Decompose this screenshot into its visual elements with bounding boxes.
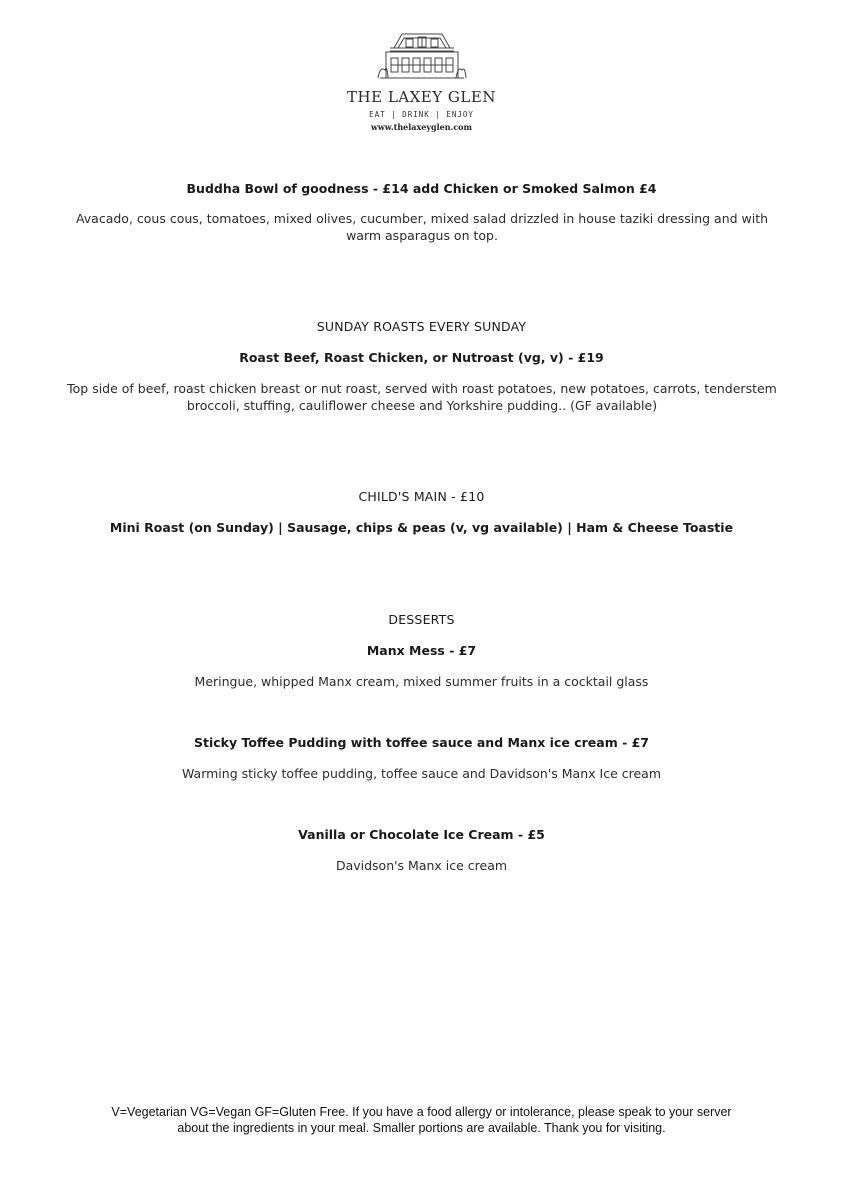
roast-title: Roast Beef, Roast Chicken, or Nutroast (vg, v) - £19 [239, 350, 604, 365]
dessert-description: Davidson's Manx ice cream [335, 858, 508, 873]
child-main-items: Mini Roast (on Sunday) | Sausage, chips & peas (v, vg available) | Ham & Cheese Toastie [109, 520, 734, 535]
building-icon [376, 30, 468, 82]
dessert-title: Vanilla or Chocolate Ice Cream - £5 [298, 827, 545, 842]
dessert-description: Meringue, whipped Manx cream, mixed summer fruits in a cocktail glass [194, 674, 649, 689]
header-logo [0, 30, 843, 132]
child-main-heading: CHILD'S MAIN - £10 [358, 489, 485, 504]
sunday-roasts-heading: SUNDAY ROASTS EVERY SUNDAY [316, 319, 527, 334]
dessert-description: Warming sticky toffee pudding, toffee sauce and Davidson's Manx Ice cream [181, 766, 662, 781]
buddha-bowl-description: Avacado, cous cous, tomatoes, mixed olives, cucumber, mixed salad drizzled in house taziki dressing and with warm asparagus on top. [75, 211, 769, 243]
dessert-title: Manx Mess - £7 [366, 643, 477, 658]
footer-line: V=Vegetarian VG=Vegan GF=Gluten Free. If you have a food allergy or intolerance, please speak to your server [111, 1105, 732, 1119]
brand-url[interactable]: www.thelaxeyglen.com [371, 122, 472, 132]
roast-description: Top side of beef, roast chicken breast or nut roast, served with roast potatoes, new potatoes, carrots, tenderstem broccoli, stuffing, cauliflower cheese and Yorkshire pudding.. (GF available) [67, 381, 777, 413]
footer-line: about the ingredients in your meal. Smaller portions are available. Thank you for visiting. [177, 1121, 666, 1135]
dessert-title: Sticky Toffee Pudding with toffee sauce and Manx ice cream - £7 [193, 735, 650, 750]
desserts-heading: DESSERTS [388, 612, 455, 627]
allergy-footer [0, 1104, 843, 1136]
brand-tagline: EAT | DRINK | ENJOY [369, 110, 474, 119]
brand-name: THE LAXEY GLEN [347, 88, 496, 106]
buddha-bowl-title: Buddha Bowl of goodness - £14 add Chicken or Smoked Salmon £4 [186, 181, 657, 196]
